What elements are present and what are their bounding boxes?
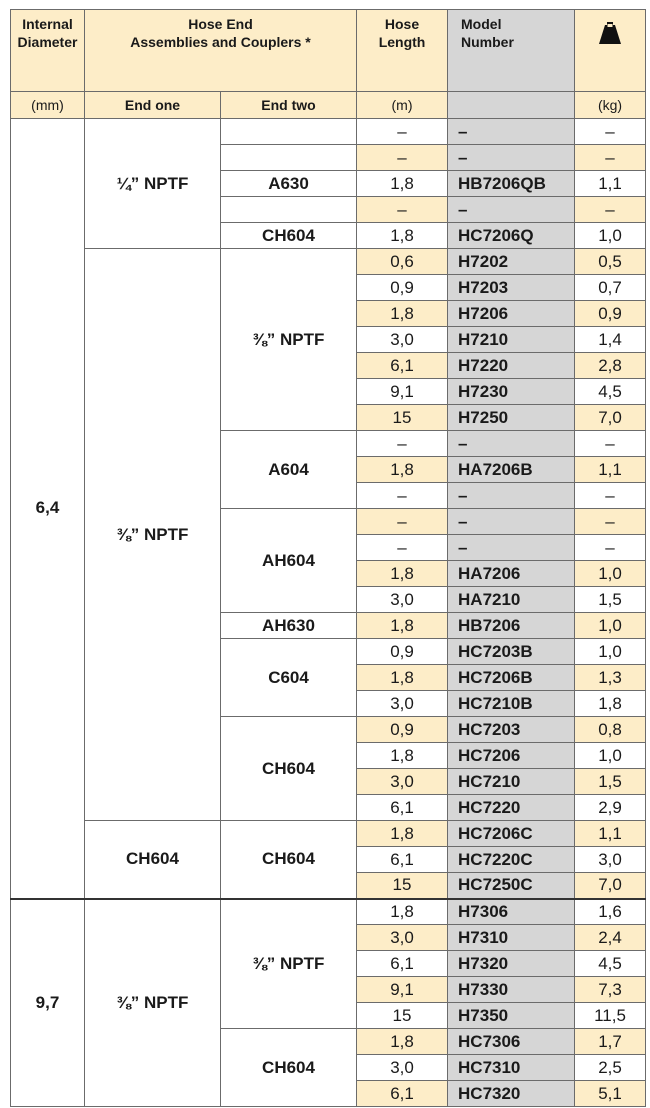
- weight-cell: 1,0: [575, 561, 646, 587]
- hose-length-cell: 1,8: [357, 301, 448, 327]
- weight-cell: –: [575, 145, 646, 171]
- weight-icon: [598, 22, 622, 44]
- hose-length-cell: 3,0: [357, 587, 448, 613]
- hose-assembly-table: [10, 9, 646, 1107]
- weight-cell: –: [575, 431, 646, 457]
- weight-cell: 1,7: [575, 1029, 646, 1055]
- end-two-cell: A630: [221, 171, 357, 197]
- hose-length-cell: 15: [357, 1003, 448, 1029]
- hose-length-cell: 0,9: [357, 275, 448, 301]
- hose-length-cell: 3,0: [357, 769, 448, 795]
- weight-cell: 2,8: [575, 353, 646, 379]
- hose-length-header: Hose Length: [357, 10, 448, 92]
- model-number-cell: H7230: [448, 379, 575, 405]
- model-number-cell: HC7203: [448, 717, 575, 743]
- hose-length-cell: 15: [357, 405, 448, 431]
- hose-length-cell: 1,8: [357, 223, 448, 249]
- hose-length-cell: –: [357, 197, 448, 223]
- hose-length-cell: 3,0: [357, 1055, 448, 1081]
- weight-cell: 1,0: [575, 743, 646, 769]
- weight-cell: 1,5: [575, 769, 646, 795]
- model-number-cell: HC7206C: [448, 821, 575, 847]
- hose-length-cell: 3,0: [357, 691, 448, 717]
- hose-end-header: Hose End Assemblies and Couplers *: [85, 10, 357, 92]
- model-number-cell: H7206: [448, 301, 575, 327]
- internal-diameter-cell: 9,7: [11, 899, 85, 1107]
- model-number-cell: HA7206: [448, 561, 575, 587]
- weight-cell: 3,0: [575, 847, 646, 873]
- table-row: [11, 119, 646, 145]
- hose-length-cell: 3,0: [357, 925, 448, 951]
- weight-cell: 2,9: [575, 795, 646, 821]
- weight-cell: 5,1: [575, 1081, 646, 1107]
- weight-cell: 2,5: [575, 1055, 646, 1081]
- weight-cell: 7,3: [575, 977, 646, 1003]
- end-two-cell: [221, 145, 357, 171]
- model-number-cell: HC7250C: [448, 873, 575, 899]
- model-number-cell: H7350: [448, 1003, 575, 1029]
- model-number-cell: –: [448, 197, 575, 223]
- table-row: [11, 821, 646, 847]
- hose-length-cell: 9,1: [357, 379, 448, 405]
- model-number-cell: –: [448, 119, 575, 145]
- model-number-cell: HC7220C: [448, 847, 575, 873]
- hose-length-cell: 1,8: [357, 1029, 448, 1055]
- weight-header: [575, 10, 646, 92]
- unit-m: (m): [357, 92, 448, 119]
- weight-cell: –: [575, 509, 646, 535]
- hose-length-cell: –: [357, 145, 448, 171]
- table-header: [11, 10, 646, 119]
- model-number-cell: HC7210: [448, 769, 575, 795]
- weight-cell: –: [575, 535, 646, 561]
- weight-cell: 1,0: [575, 639, 646, 665]
- model-number-cell: –: [448, 483, 575, 509]
- model-number-cell: H7210: [448, 327, 575, 353]
- model-number-cell: –: [448, 509, 575, 535]
- weight-cell: 4,5: [575, 951, 646, 977]
- weight-cell: –: [575, 197, 646, 223]
- hose-length-cell: 6,1: [357, 847, 448, 873]
- hose-length-cell: 6,1: [357, 795, 448, 821]
- hose-length-cell: 6,1: [357, 1081, 448, 1107]
- weight-cell: 11,5: [575, 1003, 646, 1029]
- hose-length-cell: –: [357, 483, 448, 509]
- end-two-cell: AH630: [221, 613, 357, 639]
- model-number-cell: H7202: [448, 249, 575, 275]
- end-two-cell: ⅜” NPTF: [221, 249, 357, 431]
- model-number-cell: H7306: [448, 899, 575, 925]
- hose-length-cell: 3,0: [357, 327, 448, 353]
- end-two-cell: [221, 197, 357, 223]
- weight-cell: 1,0: [575, 613, 646, 639]
- hose-length-cell: –: [357, 509, 448, 535]
- weight-cell: 7,0: [575, 405, 646, 431]
- weight-cell: 1,4: [575, 327, 646, 353]
- model-number-cell: H7330: [448, 977, 575, 1003]
- internal-diameter-cell: 6,4: [11, 119, 85, 899]
- end-two-cell: [221, 119, 357, 145]
- end-two-header: End two: [221, 92, 357, 119]
- model-number-cell: HC7320: [448, 1081, 575, 1107]
- model-number-cell: HC7206B: [448, 665, 575, 691]
- end-one-cell: ¼” NPTF: [85, 119, 221, 249]
- weight-cell: –: [575, 483, 646, 509]
- end-one-cell: ⅜” NPTF: [85, 899, 221, 1107]
- hose-length-cell: 6,1: [357, 951, 448, 977]
- hose-length-cell: 1,8: [357, 899, 448, 925]
- model-number-cell: H7203: [448, 275, 575, 301]
- end-one-header: End one: [85, 92, 221, 119]
- model-number-cell: HA7210: [448, 587, 575, 613]
- weight-cell: 2,4: [575, 925, 646, 951]
- hose-length-cell: 1,8: [357, 665, 448, 691]
- end-two-cell: C604: [221, 639, 357, 717]
- weight-cell: –: [575, 119, 646, 145]
- weight-cell: 4,5: [575, 379, 646, 405]
- end-one-cell: CH604: [85, 821, 221, 899]
- model-number-cell: HC7203B: [448, 639, 575, 665]
- model-unit-blank: [448, 92, 575, 119]
- weight-cell: 1,1: [575, 821, 646, 847]
- hose-length-cell: –: [357, 535, 448, 561]
- unit-kg: (kg): [575, 92, 646, 119]
- model-number-cell: HB7206QB: [448, 171, 575, 197]
- end-two-cell: CH604: [221, 821, 357, 899]
- table-body: [11, 119, 646, 1107]
- end-two-cell: CH604: [221, 717, 357, 821]
- hose-length-cell: 1,8: [357, 613, 448, 639]
- hose-length-cell: –: [357, 431, 448, 457]
- hose-length-cell: 0,9: [357, 717, 448, 743]
- hose-length-cell: 15: [357, 873, 448, 899]
- hose-length-cell: 0,9: [357, 639, 448, 665]
- model-number-cell: –: [448, 535, 575, 561]
- model-number-cell: HC7210B: [448, 691, 575, 717]
- model-number-cell: HC7310: [448, 1055, 575, 1081]
- hose-length-cell: 1,8: [357, 457, 448, 483]
- weight-cell: 1,1: [575, 457, 646, 483]
- model-number-cell: HC7206Q: [448, 223, 575, 249]
- weight-cell: 1,1: [575, 171, 646, 197]
- unit-mm: (mm): [11, 92, 85, 119]
- weight-cell: 0,9: [575, 301, 646, 327]
- model-number-cell: HC7206: [448, 743, 575, 769]
- weight-cell: 0,5: [575, 249, 646, 275]
- end-two-cell: A604: [221, 431, 357, 509]
- model-number-cell: HB7206: [448, 613, 575, 639]
- model-number-cell: HC7306: [448, 1029, 575, 1055]
- weight-cell: 1,0: [575, 223, 646, 249]
- table-row: [11, 249, 646, 275]
- weight-cell: 1,8: [575, 691, 646, 717]
- model-number-cell: H7250: [448, 405, 575, 431]
- end-one-cell: ⅜” NPTF: [85, 249, 221, 821]
- end-two-cell: CH604: [221, 1029, 357, 1107]
- end-two-cell: CH604: [221, 223, 357, 249]
- weight-cell: 0,7: [575, 275, 646, 301]
- weight-cell: 0,8: [575, 717, 646, 743]
- model-number-cell: HA7206B: [448, 457, 575, 483]
- hose-length-cell: 1,8: [357, 743, 448, 769]
- model-number-cell: H7320: [448, 951, 575, 977]
- end-two-cell: ⅜” NPTF: [221, 899, 357, 1029]
- hose-length-cell: 0,6: [357, 249, 448, 275]
- weight-cell: 1,3: [575, 665, 646, 691]
- internal-diameter-header: Internal Diameter: [11, 10, 85, 92]
- weight-cell: 1,6: [575, 899, 646, 925]
- model-number-header: Model Number: [448, 10, 575, 92]
- hose-length-cell: 1,8: [357, 821, 448, 847]
- weight-cell: 1,5: [575, 587, 646, 613]
- end-two-cell: AH604: [221, 509, 357, 613]
- model-number-cell: –: [448, 145, 575, 171]
- table-row: [11, 899, 646, 925]
- model-number-cell: –: [448, 431, 575, 457]
- hose-length-cell: 1,8: [357, 171, 448, 197]
- hose-length-cell: –: [357, 119, 448, 145]
- hose-length-cell: 6,1: [357, 353, 448, 379]
- weight-cell: 7,0: [575, 873, 646, 899]
- hose-length-cell: 1,8: [357, 561, 448, 587]
- model-number-cell: H7220: [448, 353, 575, 379]
- model-number-cell: H7310: [448, 925, 575, 951]
- model-number-cell: HC7220: [448, 795, 575, 821]
- hose-length-cell: 9,1: [357, 977, 448, 1003]
